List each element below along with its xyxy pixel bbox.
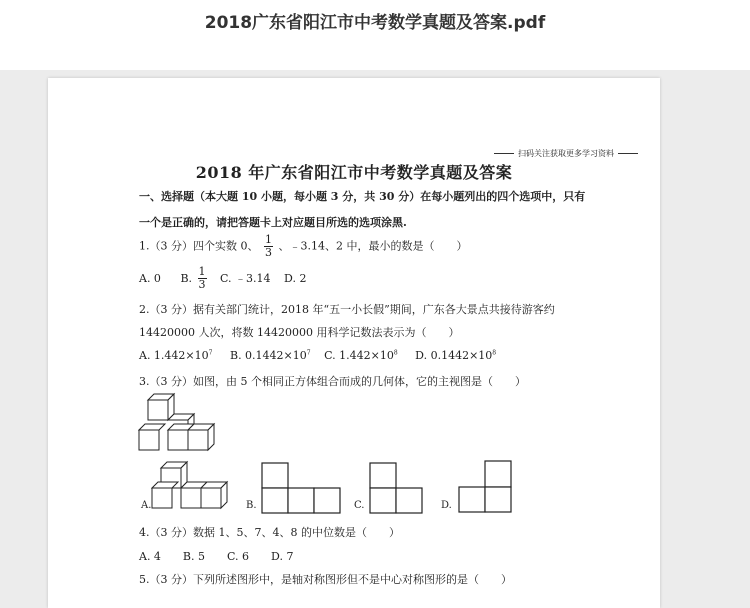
question-3: 3.（3 分）如图，由 5 个相同正方体组合而成的几何体，它的主视图是（ ）: [139, 375, 526, 388]
fraction-numerator: 1: [198, 265, 206, 278]
fraction-denominator: 3: [198, 278, 206, 291]
q2-exp-c: 8: [393, 349, 398, 357]
q3-option-a-figure: [151, 458, 241, 512]
fraction-numerator: 1: [265, 233, 272, 246]
question-2-options: [139, 349, 496, 362]
q3-option-b-label: B.: [246, 500, 257, 511]
q3-option-a-label: A.: [141, 500, 152, 511]
q3-option-d-figure: [457, 459, 517, 515]
section-heading-line1: 一、选择题（本大题 10 小题，每小题 3 分，共 30 分）在每小题列出的四个选项中，只有: [139, 190, 586, 203]
q3-option-d-label: D.: [441, 500, 452, 511]
q1-stem-b: 、﹣3.14、2 中，最小的数是（ ）: [278, 239, 468, 253]
q2-exp-b: 7: [306, 349, 311, 357]
q3-option-b-figure: [260, 461, 344, 515]
fraction: [198, 266, 207, 291]
q2-option-c: C. 1.442×10: [324, 349, 394, 362]
q2-option-b: B. 0.1442×10: [229, 349, 307, 362]
q2-exp-a: 7: [208, 349, 213, 357]
q2-exp-d: 8: [492, 349, 497, 357]
question-4: 4.（3 分）数据 1、5、7、4、8 的中位数是（ ）: [139, 526, 400, 539]
geometric-solid-figure: [138, 390, 218, 454]
q1-option-d: D. 2: [284, 271, 307, 285]
section-heading-line2: 一个是正确的，请把答题卡上对应题目所选的选项涂黑.: [139, 216, 407, 229]
file-title: 2018广东省阳江市中考数学真题及答案.pdf: [204, 13, 546, 33]
title-bar: [0, 0, 750, 70]
scan-note: [490, 148, 642, 159]
q1-option-c: C. ﹣3.14: [220, 271, 271, 285]
fraction-denominator: 3: [265, 246, 272, 259]
question-1-options: [139, 266, 306, 291]
document-title: 2018 年广东省阳江市中考数学真题及答案: [195, 163, 513, 182]
q3-option-c-figure: [368, 461, 428, 515]
q3-option-c-label: C.: [354, 500, 365, 511]
pdf-page: [48, 78, 660, 608]
question-4-options: A. 4 B. 5 C. 6 D. 7: [139, 550, 294, 563]
q2-option-a: A. 1.442×10: [139, 349, 209, 362]
scan-note-text: 扫码关注获取更多学习资料: [518, 149, 614, 158]
q1-option-a: A. 0: [139, 271, 161, 285]
question-1: [139, 234, 468, 259]
q1-stem-a: 1.（3 分）四个实数 0、: [139, 239, 259, 253]
question-2-line2: 14420000 人次，将数 14420000 用科学记数法表示为（ ）: [139, 326, 460, 339]
q1-option-b: B.: [180, 271, 193, 285]
question-2-line1: 2.（3 分）据有关部门统计，2018 年“五一小长假”期间，广东各大景点共接待游客约: [139, 303, 555, 316]
fraction: [264, 234, 273, 259]
q2-option-d: D. 0.1442×10: [415, 349, 493, 362]
question-5: 5.（3 分）下列所述图形中，是轴对称图形但不是中心对称图形的是（ ）: [139, 573, 512, 586]
